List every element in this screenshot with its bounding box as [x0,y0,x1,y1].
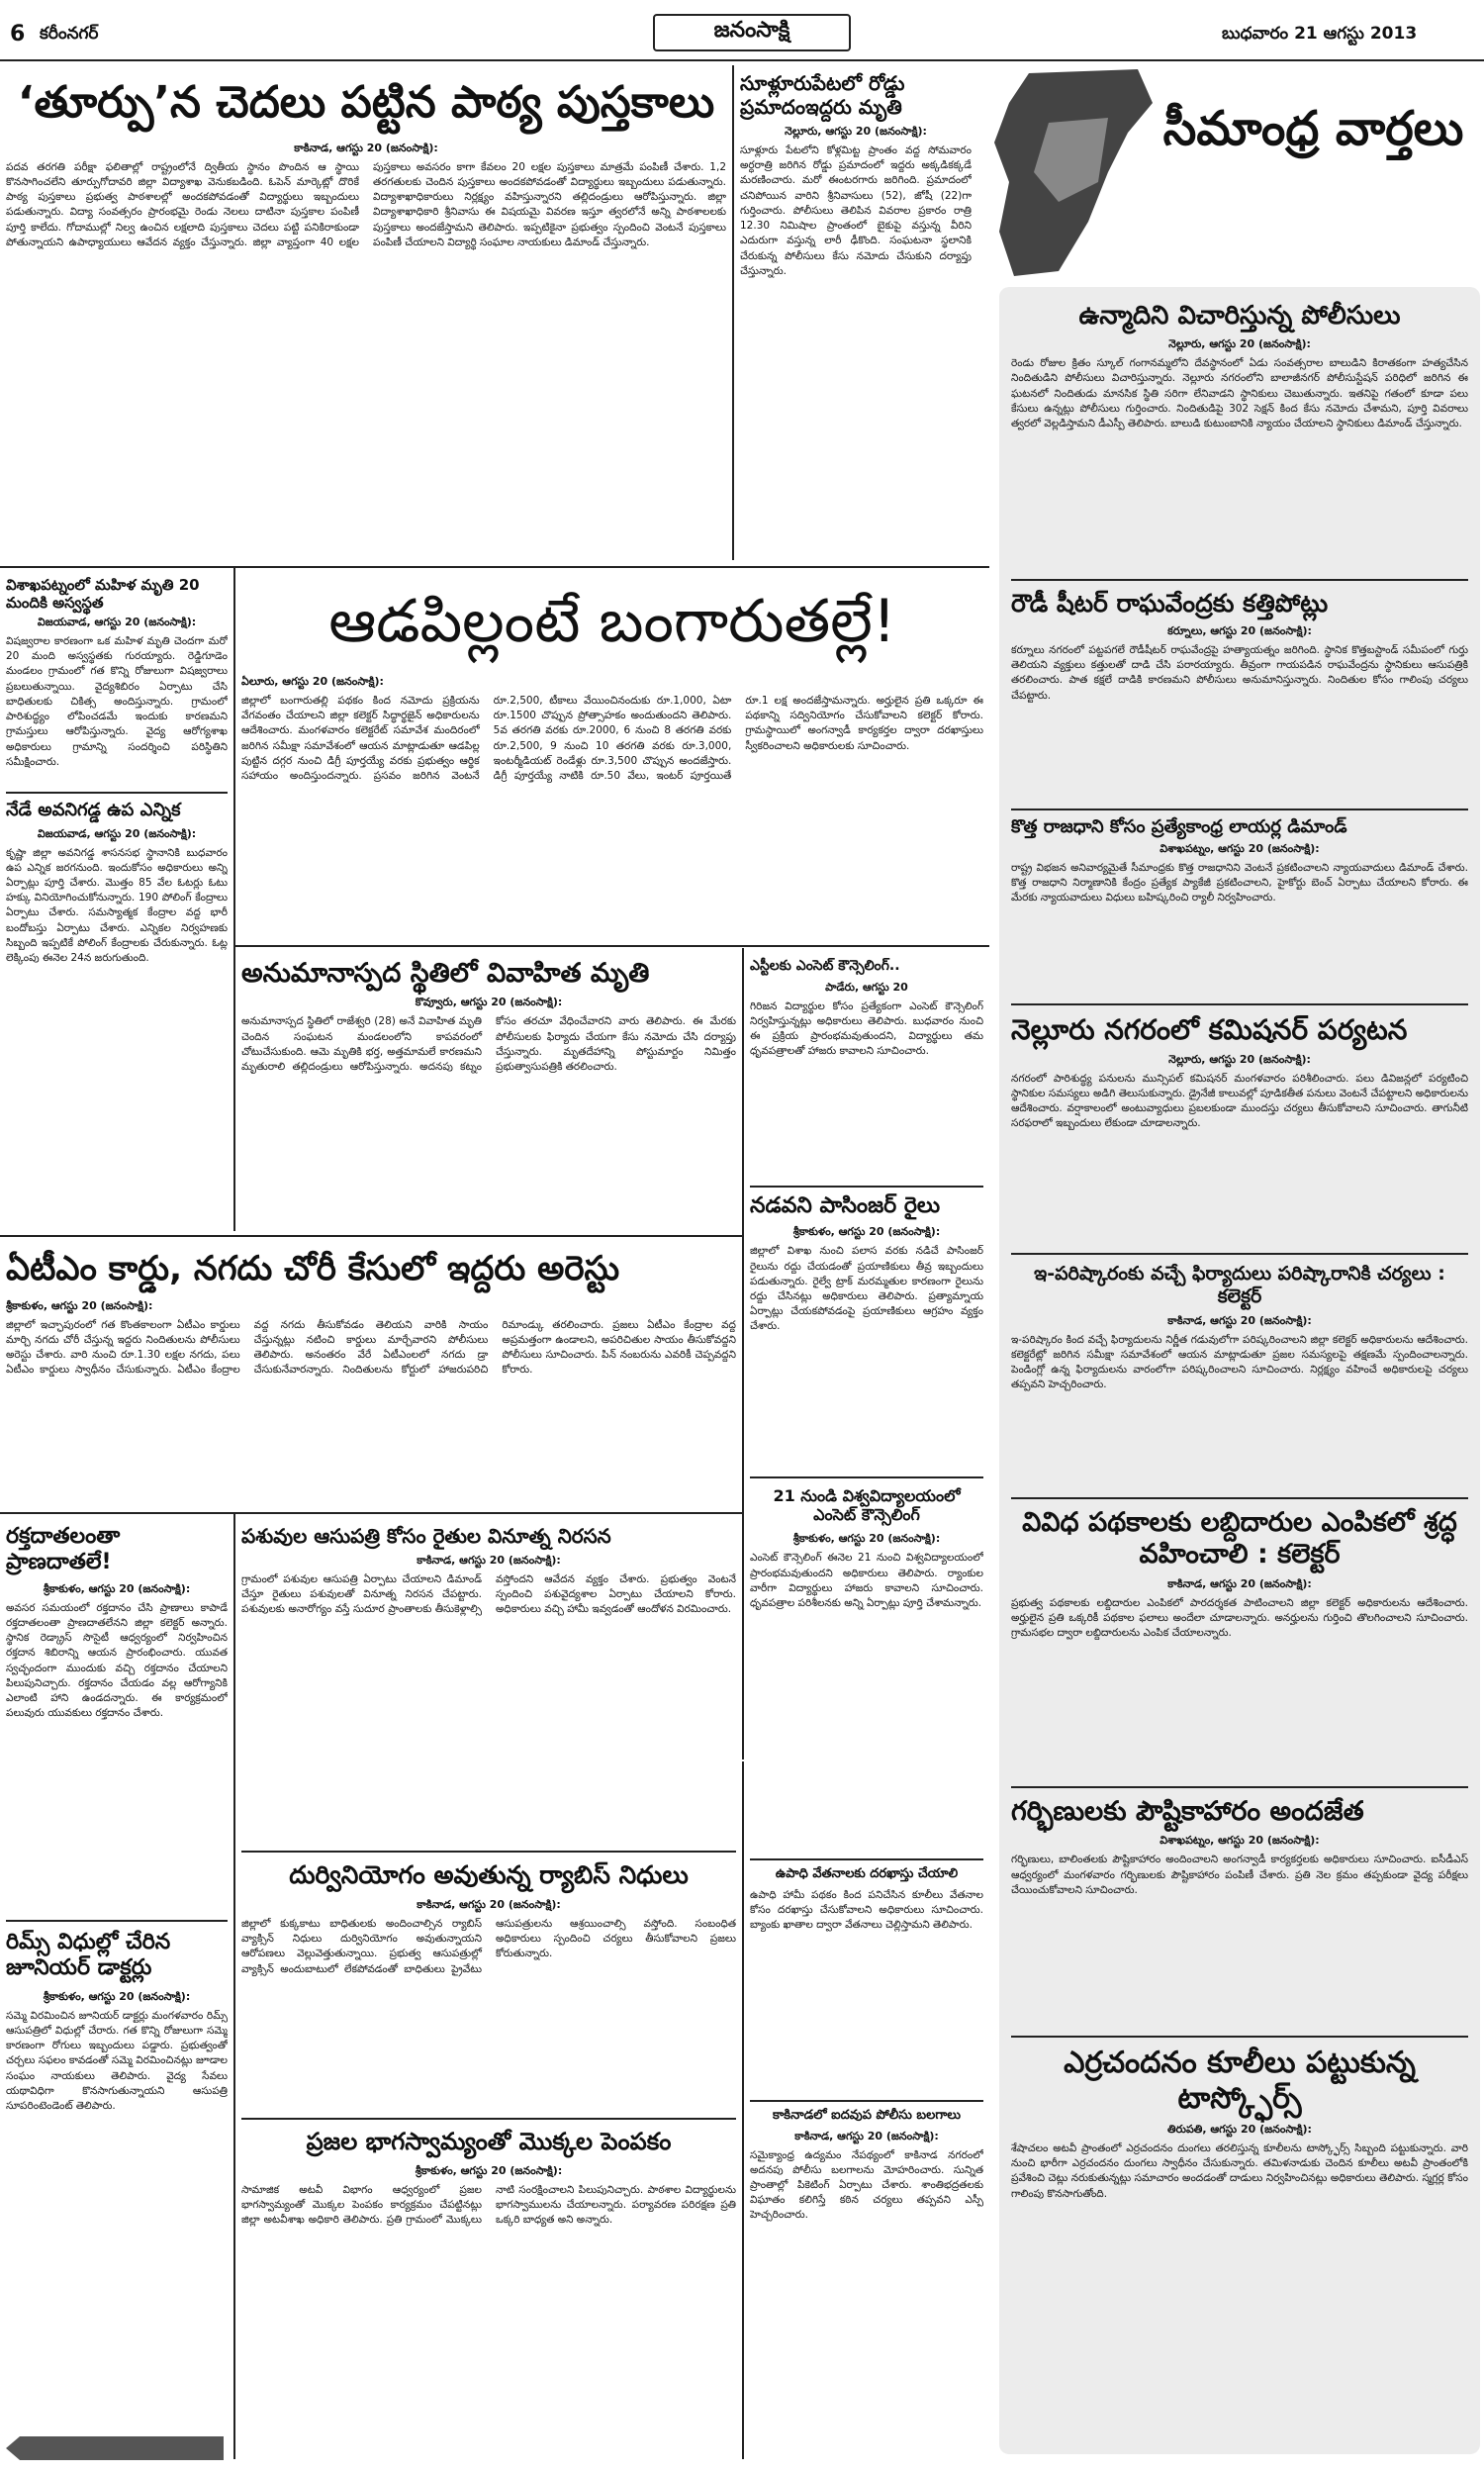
headline: ఉన్మాదిని విచారిస్తున్న పోలీసులు [1078,301,1401,331]
dateline: కాకినాడ, ఆగస్టు 20 (జనంసాక్షి): [794,2129,939,2142]
article-by-election [6,792,228,1227]
dateline: శ్రీకాకుళం, ఆగస్టు 20 (జనంసాక్షి): [43,1581,191,1595]
column-rule [233,568,235,1231]
dateline: కర్నూలు, ఆగస్టు 20 (జనంసాక్షి): [1167,624,1312,637]
dateline: విశాఖపట్నం, ఆగస్టు 20 (జనంసాక్షి): [1159,841,1320,855]
dateline: తిరుపతి, ఆగస్టు 20 (జనంసాక్షి): [1167,2123,1312,2136]
header-rule [0,59,1484,61]
row-rule [0,1512,744,1514]
headline: గర్భిణులకు పౌష్టికాహారం అందజేత [1011,1796,1364,1827]
headline: దుర్వినియోగం అవుతున్న ర్యాబిస్ నిధులు [289,1860,689,1889]
article-body: శేషాచలం అటవీ ప్రాంతంలో ఎర్రచందనం దుంగలు తరలిస్తున్న కూలీలను టాస్క్ఫోర్స్ సిబ్బంది పట్టుకున్నారు. వారి నుంచి భారీగా ఎర్రచందనం దుంగలు స్వాధీనం చేసుకున్నారు. తమిళనాడుకు చెందిన కూలీలు అటవీ ప్రాంతంలోకి ప్రవేశించి చెట్లు నరుకుతున్నట్లు సమాచారం అందడంతో దాడులు నిర్వహించినట్లు అధికారులు తెలిపారు. స్మగ్లర్ల కోసం గాలింపు కొనసాగుతోంది. [1011,2142,1468,2200]
article-capital [1011,809,1468,1003]
headline: నెల్లూరు నగరంలో కమిషనర్ పర్యటన [1011,1013,1408,1046]
footer-ribbon [6,2436,224,2460]
article-body: సూళ్లూరు పేటలోని కోళ్లమిట్ట ప్రాంతం వద్ద సోమవారం అర్ధరాత్రి జరిగిన రోడ్డు ప్రమాదంలో ఇద్దరు అక్కడికక్కడే మరణించారు. మరో ఈంటరగారు జరిగింది. ప్రమాదంలో చనిపోయిన వారిని శ్రీనివాసులు (52), జోషీ (22)గా గుర్తించారు. పోలీసులు తెలిపిన వివరాల ప్రకారం రాత్రి 12.30 నిమిషాల ప్రాంతంలో బైకుపై వస్తున్న వీరిని ఎదురుగా వస్తున్న లారీ ఢీకొంది. సంఘటనా స్థలానికి చేరుకున్న పోలీసులు కేసు నమోదు చేసుకుని దర్యాప్తు చేస్తున్నారు. [740,144,972,277]
section-banner [989,63,1484,287]
dateline: శ్రీకాకుళం, ఆగస్టు 20 (జనంసాక్షి): [6,1298,153,1312]
article-body: గ్రామంలో పశువుల ఆసుపత్రి ఏర్పాటు చేయాలని డిమాండ్ చేస్తూ రైతులు పశువులతో వినూత్న నిరసన చేపట్టారు. పశువులకు అనారోగ్యం వస్తే సుదూర ప్రాంతాలకు తీసుకెళ్లాల్సి వస్తోందని ఆవేదన వ్యక్తం చేశారు. ప్రభుత్వం వెంటనే స్పందించి పశువైద్యశాల ఏర్పాటు చేయాలని కోరారు. అధికారులు వచ్చి హామీ ఇవ్వడంతో ఆందోళన విరమించారు. [241,1573,736,1616]
page-number: 6 [10,22,26,47]
headline: రౌడీ షీటర్ రాఘవేంద్రకు కత్తిపోట్లు [1011,589,1329,618]
article-body: అవసర సమయంలో రక్తదానం చేసి ప్రాణాలు కాపాడే రక్తదాతలంతా ప్రాణదాతలేనని జిల్లా కలెక్టర్ అన్నారు. స్థానిక రెడ్క్రాస్ సొసైటీ ఆధ్వర్యంలో నిర్వహించిన రక్తదాన శిబిరాన్ని ఆయన ప్రారంభించారు. యువత స్వచ్ఛందంగా ముందుకు వచ్చి రక్తదానం చేయాలని పిలుపునిచ్చారు. రక్తదానం చేయడం వల్ల ఆరోగ్యానికి ఎలాంటి హాని ఉండదన్నారు. ఈ కార్యక్రమంలో పలువురు యువకులు రక్తదానం చేశారు. [6,1601,228,1720]
article-body: నగరంలో పారిశుద్ధ్య పనులను మున్సిపల్ కమిషనర్ మంగళవారం పరిశీలించారు. పలు డివిజన్లలో పర్యటించి స్థానికుల సమస్యలు అడిగి తెలుసుకున్నారు. డ్రైనేజీ కాలువల్లో పూడికతీత పనులు వెంటనే చేపట్టాలని అధికారులను ఆదేశించారు. వర్షాకాలంలో అంటువ్యాధులు ప్రబలకుండా ముందస్తు చర్యలు తీసుకోవాలని సూచించారు. తాగునీటి సరఫరాలో ఇబ్బందులు లేకుండా చూడాలన్నారు. [1011,1072,1468,1130]
article-body: ఉపాధి హామీ పథకం కింద పనిచేసిన కూలీలు వేతనాల కోసం దరఖాస్తు చేసుకోవాలని అధికారులు సూచించారు. బ్యాంకు ఖాతాల ద్వారా వేతనాలు చెల్లిస్తామని తెలిపారు. [750,1888,983,1932]
article-rowdy [1011,579,1468,809]
section-title: సీమాంధ్ర వార్తలు [1162,101,1464,156]
column-rule [233,1514,235,2459]
article-body: అనుమానాస్పద స్థితిలో రాజేశ్వరి (28) అనే వివాహిత మృతి చెందిన సంఘటన మండలంలోని కాపవరంలో చోటుచేసుకుంది. ఆమె మృతికి భర్త, అత్తమామలే కారణమని మృతురాలి తల్లిదండ్రులు ఆరోపిస్తున్నారు. అదనపు కట్నం కోసం తరచూ వేధించేవారని వారు తెలిపారు. ఈ మేరకు పోలీసులకు ఫిర్యాదు చేయగా కేసు నమోదు చేసి దర్యాప్తు చేస్తున్నారు. మృతదేహాన్ని పోస్టుమార్టం నిమిత్తం ప్రభుత్వాసుపత్రికి తరలించారు. [241,1015,736,1074]
row-rule [0,1235,744,1237]
dateline: శ్రీకాకుళం, ఆగస్టు 20 (జనంసాక్షి): [792,1532,941,1546]
dateline: కాకినాడ, ఆగస్టు 20 (జనంసాక్షి): [417,1554,561,1567]
article-rabies [241,1851,736,2113]
dateline: కాకినాడ, ఆగస్టు 20 (జనంసాక్షి): [1167,1313,1312,1327]
column-rule [732,65,734,560]
column-rule [742,1761,744,2459]
paper-name: జనంసాక్షి [713,18,790,43]
headline: ఉపాధి వేతనాలకు దరఖాస్తు చేయాలి [775,1866,959,1881]
article-body: కర్నూలు నగరంలో పట్టపగలే రౌడీషీటర్ రాఘవేంద్రపై హత్యాయత్నం జరిగింది. స్థానిక కొత్తబస్టాండ్ సమీపంలో గుర్తు తెలియని వ్యక్తులు కత్తులతో దాడి చేసి పరారయ్యారు. తీవ్రంగా గాయపడిన రాఘవేంద్రను స్థానికులు ఆసుపత్రికి తరలించారు. పాత కక్షలే దాడికి కారణమని పోలీసులు అనుమానిస్తున్నారు. నిందితుల కోసం గాలింపు చర్యలు చేపట్టారు. [1011,644,1468,702]
article-counselling-st [750,952,983,1182]
headline: రక్తదాతలంతా ప్రాణదాతలే! [6,1524,121,1575]
issue-date: బుధవారం 21 ఆగస్టు 2013 [1222,24,1418,44]
article-body: ఎంసెట్ కౌన్సెలింగ్ ఈనెల 21 నుంచి విశ్వవిద్యాలయంలో ప్రారంభమవుతుందని అధికారులు తెలిపారు. ర్యాంకుల వారీగా విద్యార్థులు హాజరు కావాలని సూచించారు. ధృవపత్రాల పరిశీలనకు అన్ని ఏర్పాట్లు పూర్తి చేశామన్నారు. [750,1552,983,1610]
headline: సూళ్లూరుపేటలో రోడ్డు ప్రమాదంఇద్దరు మృతి [740,71,905,119]
headline: 21 నుండి విశ్వవిద్యాలయంలో ఎంసెట్ కౌన్సెలింగ్ [773,1486,961,1525]
article-university [750,1476,983,1853]
article-employees [750,1858,983,2096]
article-body: జిల్లాలో ఇచ్ఛాపురంలో గత కొంతకాలంగా ఏటీఎం కార్డులు మార్చి నగదు చోరీ చేస్తున్న ఇద్దరు నిందితులను పోలీసులు అరెస్టు చేశారు. వారి నుంచి రూ.1.30 లక్షల నగదు, పలు ఏటీఎం కార్డులు స్వాధీనం చేసుకున్నారు. ఏటీఎం కేంద్రాల వద్ద నగదు తీసుకోవడం తెలియని వారికి సాయం చేస్తున్నట్లు నటించి కార్డులు మార్చేవారని పోలీసులు తెలిపారు. అనంతరం వేరే ఏటీఎంలలో నగదు డ్రా చేసుకునేవారన్నారు. నిందితులను కోర్టులో హాజరుపరిచి రిమాండ్కు తరలించారు. ప్రజలు ఏటీఎం కేంద్రాల వద్ద అప్రమత్తంగా ఉండాలని, అపరిచితుల సాయం తీసుకోవద్దని పోలీసులు సూచించారు. పిన్ నంబరును ఎవరికీ చెప్పవద్దని కోరారు. [6,1318,736,1377]
article-plants [241,2118,736,2459]
article-body: పదవ తరగతి పరీక్షా ఫలితాల్లో రాష్ట్రంలోనే ద్వితీయ స్థానం పొందిన ఆ స్థాయి కొనసాగించలేని తూర్పుగోదావరి జిల్లా విద్యాశాఖ వెనుకబడింది. ఓపెన్ మార్కెట్లో దొరికే పాఠ్య పుస్తకాలు ప్రభుత్వ పాఠశాలల్లో అందకపోవడంతో విద్యార్థులు ఇబ్బందులు పడుతున్నారు. విద్యా సంవత్సరం ప్రారంభమై రెండు నెలలు దాటినా పుస్తకాల పంపిణీ పూర్తి కాలేదు. గోదాముల్లో నిల్వ ఉంచిన లక్షలాది పుస్తకాలు చెదలు పట్టి పనికిరాకుండా పోతున్నాయని ఉపాధ్యాయులు ఆవేదన వ్యక్తం చేస్తున్నారు. జిల్లా వ్యాప్తంగా 40 లక్షల పుస్తకాలు అవసరం కాగా కేవలం 20 లక్షల పుస్తకాలు మాత్రమే పంపిణీ చేశారు. 1,2 తరగతులకు చెందిన పుస్తకాలు అందకపోవడంతో విద్యార్థులు ఇబ్బందులు పడుతున్నారు. విద్యాశాఖాధికారులు నిర్లక్ష్యం వహిస్తున్నారని తల్లిదండ్రులు ఆరోపిస్తున్నారు. జిల్లా విద్యాశాఖాధికారి శ్రీనివాసు ఈ విషయమై వివరణ ఇస్తూ త్వరలోనే అన్ని పాఠశాలలకు పుస్తకాలు అందజేస్తామని తెలిపారు. ఇప్పటికైనా ప్రభుత్వం స్పందించి వెంటనే పుస్తకాలు పంపిణీ చేయాలని విద్యార్థి సంఘాల నాయకులు డిమాండ్ చేస్తున్నారు. [6,160,726,248]
article-commissioner [1011,1003,1468,1253]
article-passenger [750,1186,983,1473]
row-rule [235,945,989,947]
headline: ఏటీఎం కార్డు, నగదు చోరీ కేసులో ఇద్దరు అరెస్టు [6,1249,620,1288]
article-body: సమైక్యాంధ్ర ఉద్యమం నేపథ్యంలో కాకినాడ నగరంలో అదనపు పోలీసు బలగాలను మోహరించారు. సున్నిత ప్రాంతాల్లో పికెటింగ్ ఏర్పాటు చేశారు. శాంతిభద్రతలకు విఘాతం కలిగిస్తే కఠిన చర్యలు తప్పవని ఎస్పీ హెచ్చరించారు. [750,2148,983,2222]
article-body: రెండు రోజుల క్రితం స్కూల్ గంగానమ్మలోని దేవస్థానంలో ఏడు సంవత్సరాల బాలుడిని కిరాతకంగా హత్యచేసిన నిందితుడిని పోలీసులు విచారిస్తున్నారు. నెల్లూరు నగరంలోని బాలాజీనగర్ పోలీసుస్టేషన్ పరిధిలో జరిగిన ఈ ఘటనలో నిందితుడు మానసిక స్థితి సరిగా లేనివాడని స్థానికులు చెబుతున్నారు. ఇతనిపై గతంలో కూడా పలు కేసులు ఉన్నట్లు పోలీసులు గుర్తించారు. నిందితుడిపై 302 సెక్షన్ కింద కేసు నమోదు చేశామని, పూర్తి వివరాలు త్వరలో వెల్లడిస్తామని డీఎస్పీ తెలిపారు. బాలుడి కుటుంబానికి న్యాయం చేయాలని స్థానికులు డిమాండ్ చేస్తున్నారు. [1011,357,1468,430]
headline: అనుమానాస్పద స్థితిలో వివాహిత మృతి [241,958,650,989]
headline: పశువుల ఆసుపత్రి కోసం రైతుల వినూత్న నిరసన [241,1524,611,1548]
row-rule [0,566,989,568]
article-blood [6,1518,228,1914]
article-atm [6,1241,736,1508]
headline: ప్రజల భాగస్వామ్యంతో మొక్కల పెంపకం [306,2128,672,2155]
headline: వివిధ పథకాలకు లబ్దిదారుల ఎంపికలో శ్రద్ధ వహించాలి : కలెక్టర్ [1022,1507,1457,1570]
article-visakha [6,572,228,785]
headline: రిమ్స్ విధుల్లో చేరిన జూనియర్ డాక్టర్లు [6,1930,171,1981]
article-body: రాష్ట్ర విభజన అనివార్యమైతే సీమాంధ్రకు కొత్త రాజధానిని వెంటనే ప్రకటించాలని న్యాయవాదులు డిమాండ్ చేశారు. కొత్త రాజధాని నిర్మాణానికి కేంద్రం ప్రత్యేక ప్యాకేజీ ప్రకటించాలని, హైకోర్టు బెంచ్ ఏర్పాటు చేయాలని కోరారు. ఈ మేరకు న్యాయవాదులు విధులు బహిష్కరించి ర్యాలీ నిర్వహించారు. [1011,861,1468,904]
dateline: కాకినాడ, ఆగస్టు 20 (జనంసాక్షి): [417,1898,561,1911]
article-body: జిల్లాలో విశాఖ నుంచి పలాస వరకు నడిచే పాసింజర్ రైలును రద్దు చేయడంతో ప్రయాణికులు తీవ్ర ఇబ్బందులు పడుతున్నారు. రైల్వే ట్రాక్ మరమ్మతుల కారణంగా రైలును రద్దు చేసినట్లు అధికారులు తెలిపారు. ప్రత్యామ్నాయ ఏర్పాట్లు చేయకపోవడంపై ప్రయాణికులు ఆగ్రహం వ్యక్తం చేశారు. [750,1245,983,1333]
article-textbooks [6,67,726,562]
headline: ఆడపిల్లంటే బంగారుతల్లే! [328,587,896,656]
article-vet [241,1518,736,1845]
dateline: శ్రీకాకుళం, ఆగస్టు 20 (జనంసాక్షి): [415,2163,563,2177]
article-body: జిల్లాలో కుక్కకాటు బాధితులకు అందించాల్సిన ర్యాబిస్ వ్యాక్సిన్ నిధులు దుర్వినియోగం అవుతున్నాయని ఆరోపణలు వెల్లువెత్తుతున్నాయి. ప్రభుత్వ ఆసుపత్రుల్లో వ్యాక్సిన్ అందుబాటులో లేకపోవడంతో బాధితులు ప్రైవేటు ఆసుపత్రులను ఆశ్రయించాల్సి వస్తోంది. సంబంధిత అధికారులు స్పందించి చర్యలు తీసుకోవాలని ప్రజలు కోరుతున్నారు. [241,1918,736,1975]
article-beneficiaries [1011,1497,1468,1786]
headline: కొత్త రాజధాని కోసం ప్రత్యేకాంధ్ర లాయర్ల డిమాండ్ [1011,816,1347,837]
headline: విశాఖపట్నంలో మహిళ మృతి 20 మందికి అస్వస్థత [6,576,200,612]
article-doctors [6,1920,228,2454]
dateline: నెల్లూరు, ఆగస్టు 20 (జనంసాక్షి): [785,125,927,138]
article-body: జిల్లాలో బంగారుతల్లి పథకం కింద నమోదు ప్రక్రియను వేగవంతం చేయాలని జిల్లా కలెక్టర్ సిద్ధార్థజైన్ అధికారులను ఆదేశించారు. మంగళవారం కలెక్టరేట్ సమావేశ మందిరంలో జరిగిన సమీక్షా సమావేశంలో ఆయన మాట్లాడుతూ ఆడపిల్ల పుట్టిన దగ్గర నుంచి డిగ్రీ పూర్తయ్యే వరకు ప్రభుత్వం ఆర్థిక సహాయం అందిస్తుందన్నారు. ప్రసవం జరిగిన వెంటనే రూ.2,500, టీకాలు వేయించినందుకు రూ.1,000, ఏటా రూ.1500 చొప్పున ప్రోత్సాహకం అందుతుందని తెలిపారు. 5వ తరగతి వరకు రూ.2000, 6 నుంచి 8 తరగతి వరకు రూ.2,500, 9 నుంచి 10 తరగతి వరకు రూ.3,000, ఇంటర్మీడియట్ రెండేళ్లు రూ.3,500 చొప్పున అందజేస్తారు. డిగ్రీ పూర్తయ్యే నాటికి రూ.50 వేలు, ఇంటర్ పూర్తయితే రూ.1 లక్ష అందజేస్తామన్నారు. అర్హులైన ప్రతి ఒక్కరూ ఈ పథకాన్ని సద్వినియోగం చేసుకోవాలని కలెక్టర్ కోరారు. గ్రామస్థాయిలో అంగన్వాడీ కార్యకర్తల ద్వారా దరఖాస్తులు స్వీకరించాలని అధికారులకు సూచించారు. [241,695,983,783]
article-body: ప్రభుత్వ పథకాలకు లబ్దిదారుల ఎంపికలో పారదర్శకత పాటించాలని జిల్లా కలెక్టర్ అధికారులను ఆదేశించారు. అర్హులైన ప్రతి ఒక్కరికీ పథకాల ఫలాలు అందేలా చూడాలన్నారు. అనర్హులను గుర్తించి తొలగించాలని సూచించారు. గ్రామసభల ద్వారా లబ్దిదారులను ఎంపిక చేయాలన్నారు. [1011,1596,1468,1640]
dateline: కాకినాడ, ఆగస్టు 20 (జనంసాక్షి): [1167,1576,1312,1590]
headline: ఎస్టీలకు ఎంసెట్ కౌన్సెలింగ్.. [750,958,900,974]
article-police-kakinada [750,2100,983,2459]
andhra-map-icon [989,63,1158,281]
headline: కాకినాడలో ఐదవుప పోలీసు బలగాలు [772,2108,962,2123]
article-grievance [1011,1253,1468,1497]
right-panel [999,287,1480,2454]
dateline: కొవ్వూరు, ఆగస్టు 20 (జనంసాక్షి): [415,996,563,1009]
edition-name: కరీంనగర్ [40,24,99,44]
headline: ఎర్రచందనం కూలీలు పట్టుకున్న టాస్క్ఫోర్స్ [1064,2046,1416,2116]
dateline: శ్రీకాకుళం, ఆగస్టు 20 (జనంసాక్షి): [43,1989,191,2003]
dateline: నెల్లూరు, ఆగస్టు 20 (జనంసాక్షి): [1168,337,1311,351]
article-body: కృష్ణా జిల్లా అవనిగడ్డ శాసనసభ స్థానానికి బుధవారం ఉప ఎన్నిక జరగనుంది. ఇందుకోసం అధికారులు అన్ని ఏర్పాట్లు పూర్తి చేశారు. మొత్తం 85 వేల ఓటర్లు ఓటు హక్కు వినియోగించుకోనున్నారు. 190 పోలింగ్ కేంద్రాలు ఏర్పాటు చేశారు. సమస్యాత్మక కేంద్రాల వద్ద భారీ బందోబస్తు ఏర్పాటు చేశారు. ఎన్నికల నిర్వహణకు సిబ్బంది ఇప్పటికే పోలింగ్ కేంద్రాలకు చేరుకున్నారు. ఓట్ల లెక్కింపు ఈనెల 24న జరుగుతుంది. [6,846,228,965]
column-rule [742,948,744,1760]
dateline: నెల్లూరు, ఆగస్టు 20 (జనంసాక్షి): [1168,1052,1311,1066]
headline: నేడే అవనిగడ్డ ఉప ఎన్నిక [6,800,181,820]
headline: ‘తూర్పు’న చెదలు పట్టిన పాఠ్య పుస్తకాలు [17,77,715,128]
headline: ఇ-పరిష్కారంకు వచ్చే ఫిర్యాదులు పరిష్కారానికి చర్యలు : కలెక్టర్ [1034,1263,1445,1307]
dateline: ఏలూరు, ఆగస్టు 20 (జనంసాక్షి): [241,675,384,688]
article-body: సామాజిక అటవీ విభాగం ఆధ్వర్యంలో ప్రజల భాగస్వామ్యంతో మొక్కల పెంపకం కార్యక్రమం చేపట్టినట్లు జిల్లా అటవీశాఖ అధికారి తెలిపారు. ప్రతి గ్రామంలో మొక్కలు నాటి సంరక్షించాలని పిలుపునిచ్చారు. పాఠశాల విద్యార్థులను భాగస్వాములను చేయాలన్నారు. పర్యావరణ పరిరక్షణ ప్రతి ఒక్కరి బాధ్యత అని అన్నారు. [241,2183,736,2227]
article-redsanders [1011,2036,1468,2443]
dateline: శ్రీకాకుళం, ఆగస్టు 20 (జనంసాక్షి): [792,1225,941,1239]
article-body: ఇ-పరిష్కారం కింద వచ్చే ఫిర్యాదులను నిర్ణీత గడువులోగా పరిష్కరించాలని జిల్లా కలెక్టర్ అధికారులను ఆదేశించారు. కలెక్టరేట్లో జరిగిన సమీక్షా సమావేశంలో ఆయన మాట్లాడుతూ ప్రజల సమస్యలపై తక్షణమే స్పందించాలన్నారు. పెండింగ్లో ఉన్న ఫిర్యాదులను వారంలోగా పరిష్కరించాలని సూచించారు. నిర్లక్ష్యం వహించే అధికారులపై చర్యలు తప్పవని హెచ్చరించారు. [1011,1333,1468,1391]
article-pregnant [1011,1786,1468,2036]
article-body: గిరిజన విద్యార్థుల కోసం ప్రత్యేకంగా ఎంసెట్ కౌన్సెలింగ్ నిర్వహిస్తున్నట్లు అధికారులు తెలిపారు. బుధవారం నుంచి ఈ ప్రక్రియ ప్రారంభమవుతుందని, విద్యార్థులు తమ ధృవపత్రాలతో హాజరు కావాలని సూచించారు. [750,999,983,1058]
article-body: సమ్మె విరమించిన జూనియర్ డాక్టర్లు మంగళవారం రిమ్స్ ఆసుపత్రిలో విధుల్లో చేరారు. గత కొన్ని రోజులుగా సమ్మె కారణంగా రోగులు ఇబ్బందులు పడ్డారు. ప్రభుత్వంతో చర్చలు సఫలం కావడంతో సమ్మె విరమించినట్లు జూడాల సంఘం నాయకులు తెలిపారు. వైద్య సేవలు యథావిధిగా కొనసాగుతున్నాయని ఆసుపత్రి సూపరింటెండెంట్ తెలిపారు. [6,2009,228,2113]
dateline: విజయవాడ, ఆగస్టు 20 (జనంసాక్షి): [37,826,197,840]
article-sullurpet [740,67,972,562]
dateline: విశాఖపట్నం, ఆగస్టు 20 (జనంసాక్షి): [1159,1834,1320,1848]
headline: నడవని పాసింజర్ రైలు [750,1193,941,1218]
article-married-woman [241,952,736,1229]
article-body: గర్భిణులు, బాలింతలకు పౌష్టికాహారం అందించాలని అంగన్వాడీ కార్యకర్తలకు అధికారులు సూచించారు. ఐసీడీఎస్ ఆధ్వర్యంలో మంగళవారం గర్భిణులకు పౌష్టికాహారం పంపిణీ చేశారు. ప్రతి నెల క్రమం తప్పకుండా వైద్య పరీక్షలు చేయించుకోవాలని సూచించారు. [1011,1854,1468,1896]
dateline: కాకినాడ, ఆగస్టు 20 (జనంసాక్షి): [294,141,438,154]
dateline: విజయవాడ, ఆగస్టు 20 (జనంసాక్షి): [37,616,197,628]
dateline: పాడేరు, ఆగస్టు 20 [825,980,908,994]
article-police [1011,297,1468,579]
masthead-logo [653,14,851,51]
article-body: విషజ్వరాల కారణంగా ఒక మహిళ మృతి చెందగా మరో 20 మంది అస్వస్థతకు గురయ్యారు. రెడ్డిగూడెం మండలం గ్రామంలో గత కొన్ని రోజులుగా విషజ్వరాలు ప్రబలుతున్నాయి. వైద్యశిబిరం ఏర్పాటు చేసి బాధితులకు చికిత్స అందిస్తున్నారు. గ్రామంలో పారిశుద్ధ్యం లోపించడమే ఇందుకు కారణమని గ్రామస్తులు ఆరోపిస్తున్నారు. వైద్య ఆరోగ్యశాఖ అధికారులు గ్రామాన్ని సందర్శించి పరిస్థితిని సమీక్షించారు. [6,635,228,768]
article-girls [241,572,983,938]
page-header [0,0,1484,61]
